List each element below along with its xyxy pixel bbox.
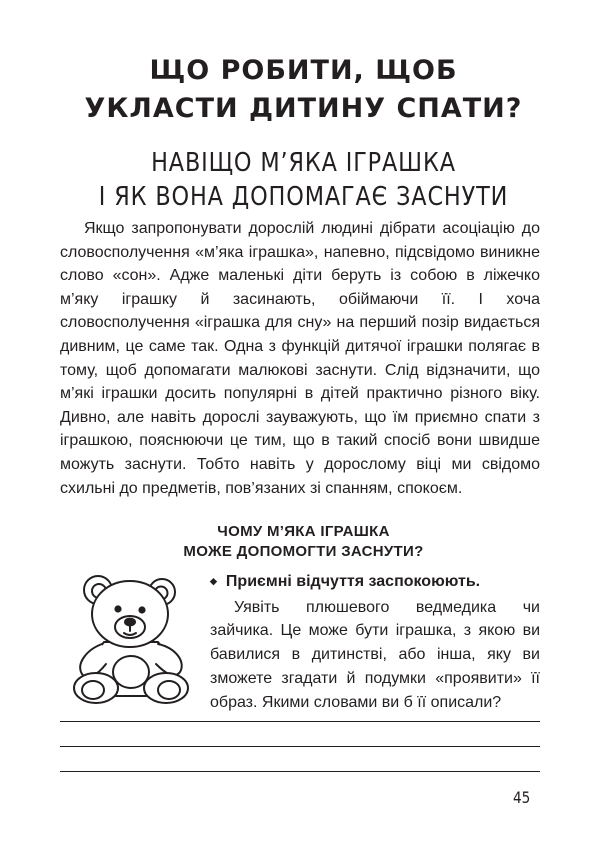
page-number: 45 (513, 788, 531, 807)
question-heading-line-2: МОЖЕ ДОПОМОГТИ ЗАСНУТИ? (183, 543, 424, 560)
section-subtitle (42, 146, 564, 214)
page-title-line-2: УКЛАСТИ ДИТИНУ СПАТИ? (84, 93, 523, 124)
section-subtitle-line-1: НАВІЩО М’ЯКА ІГРАШКА (151, 148, 456, 178)
answer-line[interactable] (60, 746, 540, 747)
page-title-line-1: ЩО РОБИТИ, ЩОБ (149, 55, 458, 86)
diamond-bullet-icon: ◆ (210, 576, 217, 586)
list-item-title: Приємні відчуття заспокоюють. (225, 573, 481, 590)
teddy-bear-icon (64, 572, 194, 707)
list-item-heading (210, 570, 540, 596)
page-title (0, 52, 607, 128)
answer-line[interactable] (60, 771, 540, 772)
question-heading-line-1: ЧОМУ М’ЯКА ІГРАШКА (217, 523, 390, 540)
question-heading (0, 522, 607, 562)
body-paragraph-block (60, 217, 540, 500)
section-subtitle-line-2: І ЯК ВОНА ДОПОМАГАЄ ЗАСНУТИ (98, 182, 509, 212)
answer-line[interactable] (60, 721, 540, 722)
list-item-text: Уявіть плюшевого ведмедика чи зайчика. Це може бути іграшка, з якою ви бавилися в дитинстві, або інша, яку ви зможете згадати й подумки «проявити» її образ. Якими словами ви б її описали? (210, 598, 540, 711)
answer-lines (60, 721, 540, 796)
list-item (210, 570, 540, 714)
body-paragraph: Якщо запропонувати дорослій людині дібрати асоціацію до словосполучення «м’яка іграшка», напевно, підсвідомо виникне слово «сон». Адже маленькі діти беруть із собою в ліжечко м’яку іграшку й засинають, обіймаючи її. І хоча словосполучення «іграшка для сну» на перший позір видається дивним, це саме так. Одна з функцій дитячої іграшки полягає в тому, щоб допомагати малюкові заснути. Слід відзначити, що м’які іграшки досить популярні в дітей практично різного віку. Дивно, але навіть дорослі зауважують, що їм приємно спати з іграшкою, пояснюючи це тим, що в такий спосіб вони швидше можуть заснути. Тобто навіть у дорослому віці ми свідомо схильні до предметів, пов’язаних зі спанням, спокоєм. (60, 220, 540, 497)
